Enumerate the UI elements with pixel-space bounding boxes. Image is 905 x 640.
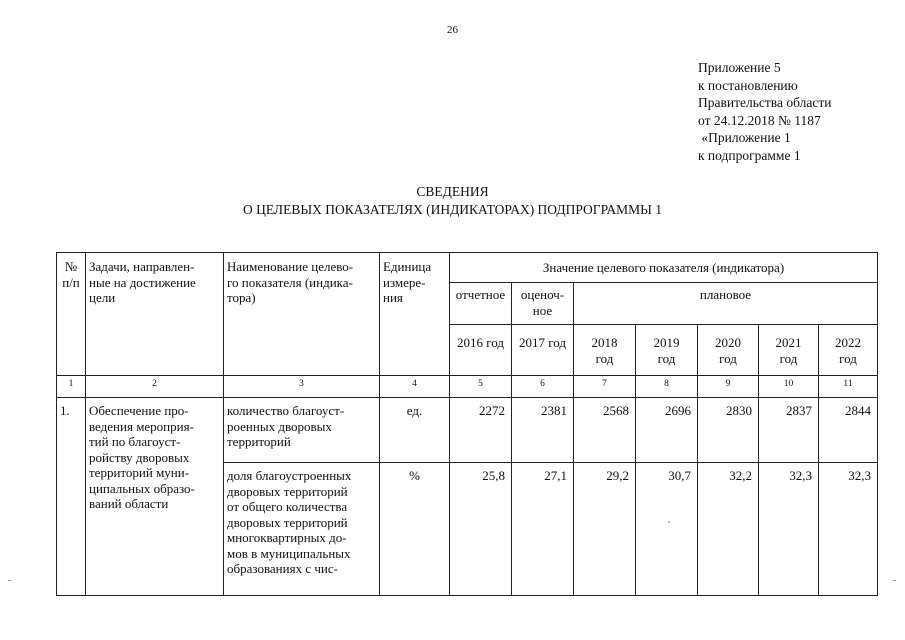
column-number: 9 [698,376,759,398]
indicator-value-2021: 32,3 [759,463,819,596]
indicators-table [56,252,878,596]
appendix-line: Правительства области [698,95,832,111]
header-indicator: Наименование целево- го показателя (индика- тора) [224,253,380,376]
indicator-value-2016: 2272 [450,398,512,463]
header-reported: отчетное [450,283,512,325]
header-estimated: оценоч- ное [512,283,574,325]
header-value-group: Значение целевого показателя (индикатора) [450,253,878,283]
indicator-value-2016: 25,8 [450,463,512,596]
header-planned: плановое [574,283,878,325]
table-row [57,398,878,463]
page-number: 26 [447,24,458,36]
column-number: 2 [86,376,224,398]
indicator-value-2018: 2568 [574,398,636,463]
indicator-unit: % [380,463,450,596]
title-line-2: О ЦЕЛЕВЫХ ПОКАЗАТЕЛЯХ (ИНДИКАТОРАХ) ПОДПРОГРАММЫ 1 [242,201,663,217]
column-number: 3 [224,376,380,398]
indicator-name: количество благоуст- роенных дворовых территорий [224,398,380,463]
header-year-2016: 2016 год [450,325,512,376]
header-year-2022: 2022 год [819,325,878,376]
column-number-row [57,376,878,398]
appendix-line: к подпрограмме 1 [698,147,801,163]
header-unit: Единица измере- ния [380,253,450,376]
indicator-value-2022: 2844 [819,398,878,463]
column-number: 5 [450,376,512,398]
indicator-value-2021: 2837 [759,398,819,463]
header-tasks: Задачи, направлен- ные на достижение цели [86,253,224,376]
indicator-value-2019: 30,7 [636,463,698,596]
row-task: Обеспечение про- ведения мероприя- тий по благоуст- ройству дворовых территорий муни- ципальных образо- ваний области [86,398,224,596]
column-number: 1 [57,376,86,398]
header-year-2017: 2017 год [512,325,574,376]
header-row-1 [57,253,878,283]
column-number: 10 [759,376,819,398]
appendix-line: к постановлению [698,77,798,93]
appendix-line: Приложение 5 [698,60,781,75]
title-line-1: СВЕДЕНИЯ [416,184,489,199]
column-number: 6 [512,376,574,398]
column-number: 4 [380,376,450,398]
appendix-reference [698,59,831,165]
appendix-line: «Приложение 1 [698,130,791,146]
column-number: 7 [574,376,636,398]
header-year-2018: 2018 год [574,325,636,376]
indicator-value-2017: 2381 [512,398,574,463]
header-year-2020: 2020 год [698,325,759,376]
indicator-value-2018: 29,2 [574,463,636,596]
header-year-2019: 2019 год [636,325,698,376]
indicator-unit: ед. [380,398,450,463]
header-num: № п/п [57,253,86,376]
column-number: 8 [636,376,698,398]
appendix-line: от 24.12.2018 № 1187 [698,112,821,128]
column-number: 11 [819,376,878,398]
indicator-value-2020: 32,2 [698,463,759,596]
scan-mark [893,580,896,581]
indicator-name: доля благоустроенных дворовых территорий от общего количества дворовых территорий многоквартирных до- мов в муниципальных образованиях с чис- [224,463,380,596]
scan-mark [8,580,11,581]
indicator-value-2020: 2830 [698,398,759,463]
indicator-value-2019: 2696 [636,398,698,463]
header-year-2021: 2021 год [759,325,819,376]
row-number: 1. [57,398,86,596]
document-title [0,183,905,218]
indicator-value-2017: 27,1 [512,463,574,596]
scan-speck [668,521,670,523]
indicator-value-2022: 32,3 [819,463,878,596]
